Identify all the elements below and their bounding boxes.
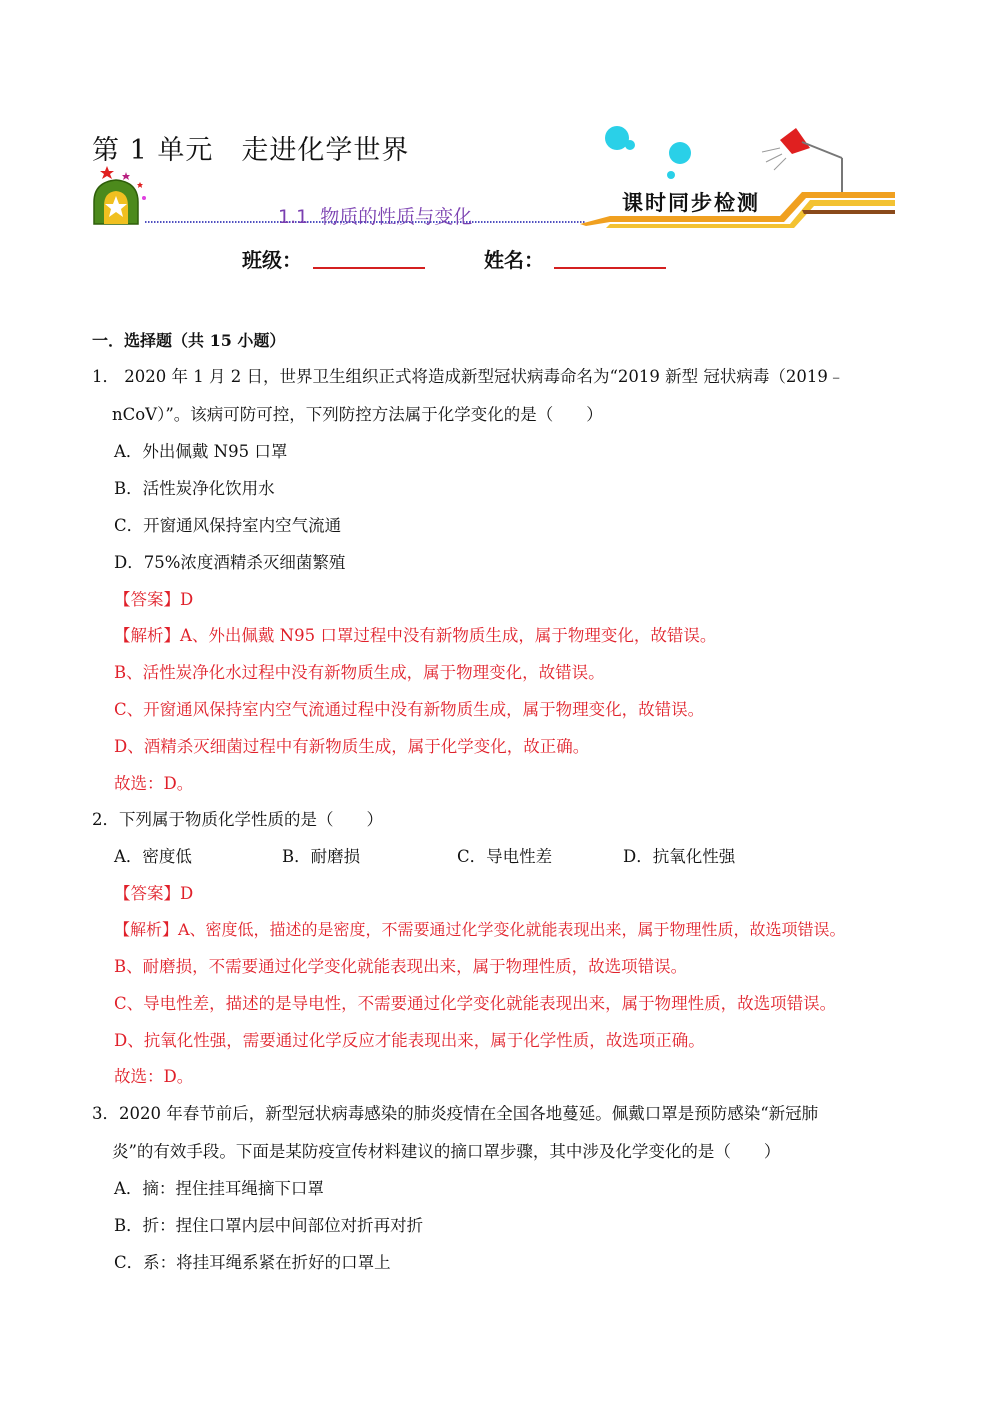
question-2-analysis: 【解析】A、密度低，描述的是密度，不需要通过化学变化就能表现出来，属于物理性质，故选项错误。 bbox=[114, 920, 846, 939]
bubble-icon bbox=[669, 142, 691, 164]
question-3-option-c: C．系：将挂耳绳系紧在折好的口罩上 bbox=[114, 1253, 391, 1272]
question-3-option-b: B．折：捏住口罩内层中间部位对折再对折 bbox=[114, 1216, 424, 1235]
header-decoration bbox=[90, 120, 895, 232]
question-1-conclusion: 故选：D。 bbox=[114, 774, 194, 793]
question-1-analysis: C、开窗通风保持室内空气流通过程中没有新物质生成，属于物理变化，故错误。 bbox=[114, 700, 705, 719]
banner-label: 课时同步检测 bbox=[622, 190, 760, 215]
question-3-stem-cont: 炎”的有效手段。下面是某防疫宣传材料建议的摘口罩步骤，其中涉及化学变化的是（ ） bbox=[112, 1142, 781, 1161]
star-badge-icon bbox=[94, 166, 146, 224]
section-heading: 一．选择题（共 15 小题） bbox=[92, 331, 286, 350]
question-2-analysis: B、耐磨损，不需要通过化学变化就能表现出来，属于物理性质，故选项错误。 bbox=[114, 957, 688, 976]
question-2-option-b: B．耐磨损 bbox=[282, 847, 361, 866]
question-2-conclusion: 故选：D。 bbox=[114, 1067, 194, 1086]
bubble-icon bbox=[625, 140, 635, 150]
question-1-analysis: B、活性炭净化水过程中没有新物质生成，属于物理变化，故错误。 bbox=[114, 663, 605, 682]
question-1-analysis: 【解析】A、外出佩戴 N95 口罩过程中没有新物质生成，属于物理变化，故错误。 bbox=[114, 626, 717, 645]
question-1-option-a: A．外出佩戴 N95 口罩 bbox=[114, 442, 288, 461]
name-blank[interactable] bbox=[554, 267, 666, 269]
question-1-option-c: C．开窗通风保持室内空气流通 bbox=[114, 516, 342, 535]
name-label: 姓名： bbox=[484, 248, 544, 272]
question-1-option-d: D．75%浓度酒精杀灭细菌繁殖 bbox=[114, 553, 346, 572]
bubble-icon bbox=[667, 171, 675, 179]
class-blank[interactable] bbox=[313, 267, 425, 269]
question-2-option-d: D．抗氧化性强 bbox=[623, 847, 736, 866]
question-3-stem: 3．2020 年春节前后，新型冠状病毒感染的肺炎疫情在全国各地蔓延。佩戴口罩是预防感染“新冠肺 bbox=[92, 1104, 819, 1123]
question-1-analysis: D、酒精杀灭细菌过程中有新物质生成，属于化学变化，故正确。 bbox=[114, 737, 590, 756]
question-2-option-a: A．密度低 bbox=[114, 847, 192, 866]
unit-title: 第 1 单元 走进化学世界 bbox=[92, 135, 410, 166]
question-1-answer: 【答案】D bbox=[114, 590, 194, 609]
class-label: 班级： bbox=[242, 248, 302, 272]
question-2-analysis: C、导电性差，描述的是导电性，不需要通过化学变化就能表现出来，属于物理性质，故选项错误。 bbox=[114, 994, 837, 1013]
section-subtitle: 1.1 物质的性质与变化 bbox=[278, 206, 473, 228]
question-1-stem: 1． 2020 年 1 月 2 日，世界卫生组织正式将造成新型冠状病毒命名为“2019 新型 冠状病毒（2019﹣ bbox=[92, 367, 845, 386]
question-2-stem: 2．下列属于物质化学性质的是（ ） bbox=[92, 810, 383, 829]
question-2-analysis: D、抗氧化性强，需要通过化学反应才能表现出来，属于化学性质，故选项正确。 bbox=[114, 1031, 705, 1050]
question-2-option-c: C．导电性差 bbox=[457, 847, 553, 866]
question-1-option-b: B．活性炭净化饮用水 bbox=[114, 479, 275, 498]
question-3-option-a: A．摘：捏住挂耳绳摘下口罩 bbox=[114, 1179, 324, 1198]
question-1-stem-cont: nCoV）”。该病可防可控，下列防控方法属于化学变化的是（ ） bbox=[112, 405, 603, 424]
lamp-icon bbox=[762, 128, 842, 192]
question-2-answer: 【答案】D bbox=[114, 884, 194, 903]
